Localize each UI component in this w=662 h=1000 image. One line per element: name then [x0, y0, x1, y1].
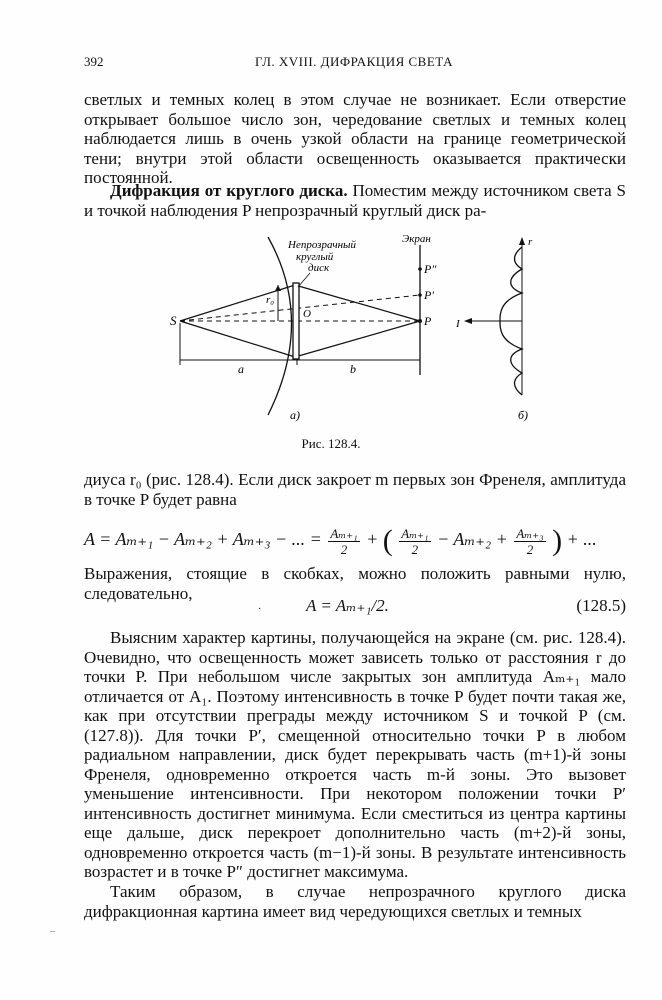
paragraph-4: Выражения, стоящие в скобках, можно положить равными нулю, следовательно, — [84, 564, 626, 603]
formula-128-5: A = Aₘ₊₁/2. — [306, 596, 389, 615]
label-p-double-prime: P″ — [424, 262, 437, 276]
page-header — [84, 54, 624, 74]
opaque-disk — [293, 283, 299, 359]
ray-to-p-prime — [180, 295, 420, 321]
label-sub-a: а) — [290, 408, 300, 422]
plot-i-arrowhead-icon — [464, 318, 472, 324]
paragraph-2 — [84, 181, 626, 220]
plot-r-arrowhead-icon — [519, 237, 525, 245]
label-b: b — [350, 362, 356, 376]
label-disk-1: Непрозрачный — [288, 239, 356, 251]
label-i-axis: I — [456, 318, 460, 330]
point-p-prime — [418, 293, 422, 297]
r0-arrowhead-icon — [275, 285, 281, 291]
ray-s-bottom — [180, 321, 295, 357]
disk-leader-line — [298, 273, 310, 287]
corner-mark: – — [50, 926, 55, 937]
wavefront-arc — [268, 237, 292, 415]
figure-caption: Рис. 128.4. — [301, 436, 361, 451]
label-a: a — [238, 362, 244, 376]
running-head: ГЛ. XVIII. ДИФРАКЦИЯ СВЕТА — [255, 54, 453, 69]
paragraph-6: Таким образом, в случае непрозрачного круглого диска дифракционная картина имеет вид чередующихся светлых и темных — [84, 882, 626, 921]
equation-mid: − Aₘ₊₂ + — [437, 529, 508, 550]
paragraph-3: диуса r₀ (рис. 128.4). Если диск закроет m первых зон Френеля, амплитуда в точке P будет равна — [84, 470, 626, 509]
paragraph-1: светлых и темных колец в этом случае не возникает. Если отверстие открывает большое число зон, чередование светлых и темных колец наблюдается лишь в очень узкой области на границе геометрической тени; внутри этой области освещенность оказывается практически постоянной. — [84, 90, 626, 187]
page-number: 392 — [84, 54, 104, 69]
label-s: S — [170, 313, 177, 328]
label-p: P — [424, 314, 432, 328]
paragraph-5: Выясним характер картины, получающейся на экране (см. рис. 128.4). Очевидно, что освещенность может зависеть только от расстояния r до точки P. При небольшом числе закрытых зон амплитуда Aₘ₊₁ мало отличается от A₁. Поэтому интенсивность в точке P будет почти такая же, как при отсутствии преграды между источником S и точкой P (см. (127.8)). Для точки P′, смещенной относительно точки P в любом радиальном направлении, диск будет перекрывать часть (m+1)-й зоны Френеля, одновременно откроется часть m-й зоны. Это вызовет уменьшение интенсивности. При некотором положении точки P′ интенсивность достигнет минимума. Если сместиться из центра картины еще дальше, диск перекроет дополнительно часть (m+2)-й зоны, одновременно откроется часть (m−1)-й зоны. В результате интенсивность возрастет и в точке P″ достигнет максимума. — [84, 628, 626, 881]
label-r0: r₀ — [266, 294, 275, 306]
figure-diffraction-disk — [150, 225, 570, 435]
paragraph-2-text: Поместим между источником света S и точкой наблюдения P непрозрачный круглый диск ра- — [84, 181, 626, 220]
equation-plus: + — [366, 529, 379, 550]
label-disk-3: диск — [308, 262, 330, 274]
label-disk-2: круглый — [296, 251, 334, 263]
label-r-axis: r — [528, 236, 533, 248]
open-paren: ( — [382, 524, 393, 557]
equation-amplitude — [84, 512, 624, 556]
point-p — [418, 319, 422, 323]
ray-bottom-p — [295, 321, 420, 357]
equation-tail: + ... — [566, 529, 597, 550]
formula-row — [84, 596, 626, 618]
label-screen: Экран — [402, 233, 431, 245]
ray-top-p — [295, 285, 420, 321]
equation-line — [84, 524, 597, 558]
stray-dot: · — [258, 604, 262, 615]
fraction-3: $\frac{\text{Aₘ₊₃}}{2}$ — [516, 525, 544, 557]
formula-number: (128.5) — [576, 596, 626, 615]
equation-lhs: A = Aₘ₊₁ − Aₘ₊₂ + Aₘ₊₃ − ... = — [84, 529, 322, 550]
label-o: O — [303, 308, 311, 320]
point-p-double-prime — [418, 267, 422, 271]
label-sub-b: б) — [518, 408, 529, 422]
label-p-prime: P′ — [424, 288, 434, 302]
close-paren: ) — [552, 524, 563, 557]
fraction-1: $\frac{\text{Aₘ₊₁}}{2}$ — [330, 525, 358, 557]
fraction-2: $\frac{\text{Aₘ₊₁}}{2}$ — [401, 525, 429, 557]
section-heading: Дифракция от круглого диска. — [110, 181, 348, 200]
